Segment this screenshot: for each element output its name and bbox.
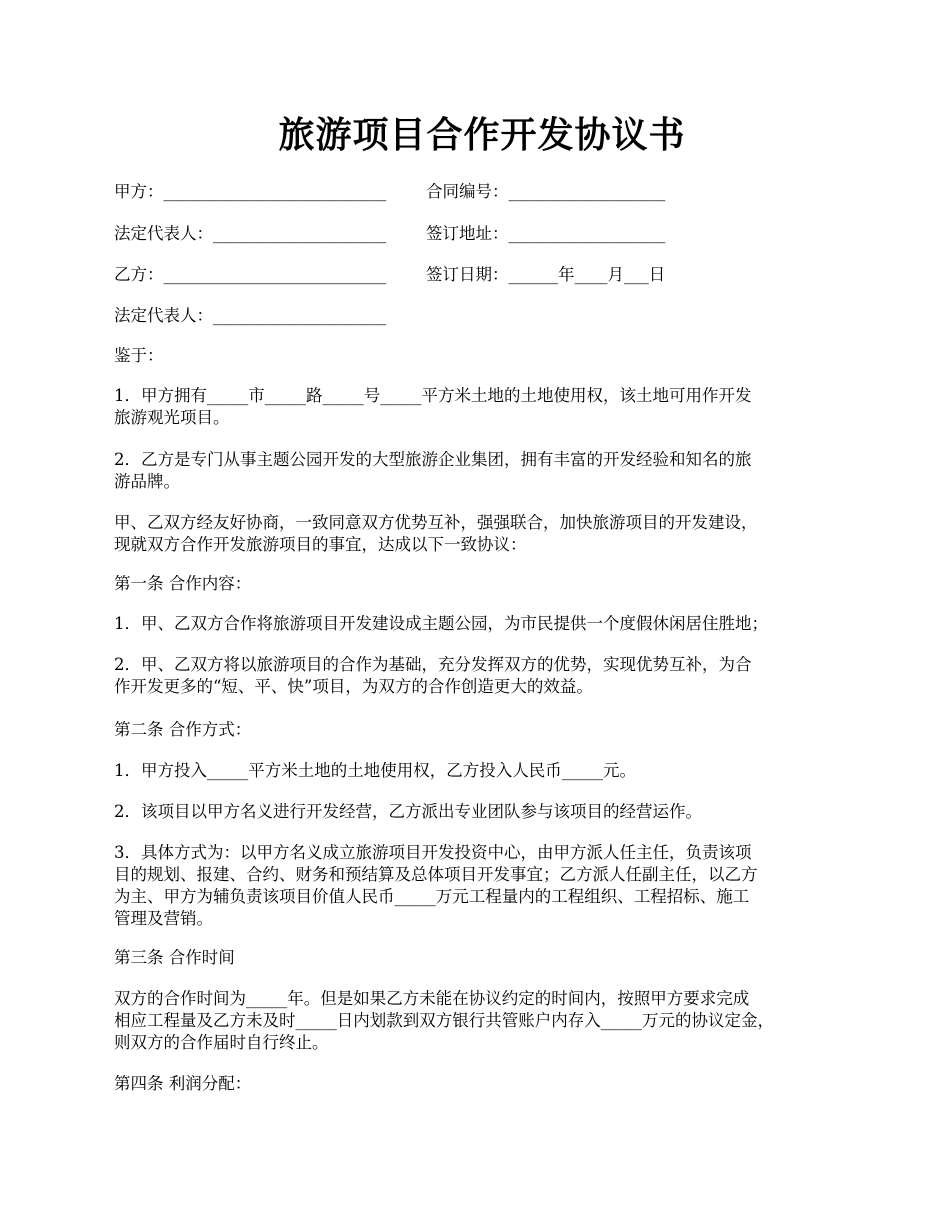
article-2-item-1: 1．甲方投入_____平方米土地的土地使用权，乙方投入人民币_____元。 — [114, 761, 636, 780]
article-3-heading: 第三条 合作时间 — [114, 948, 235, 967]
text-line: 为主、甲方为辅负责该项目价值人民币_____万元工程量内的工程组织、工程招标、施工 — [114, 887, 750, 906]
preamble-item-2 — [114, 449, 850, 493]
text-line: 游品牌。 — [114, 472, 180, 491]
text-line: 2．乙方是专门从事主题公园开发的大型旅游企业集团，拥有丰富的开发经验和知名的旅 — [114, 450, 752, 469]
text-line: 作开发更多的“短、平、快”项目，为双方的合作创造更大的效益。 — [114, 677, 593, 696]
text-line: 则双方的合作届时自行终止。 — [114, 1033, 329, 1052]
party-a-field: 甲方：___________________________ — [114, 182, 387, 201]
preamble-item-1 — [114, 385, 850, 429]
text-line: 管理及营销。 — [114, 909, 213, 928]
article-2-item-2: 2．该项目以甲方名义进行开发经营，乙方派出专业团队参与该项目的经营运作。 — [114, 802, 702, 821]
text-line: 目的规划、报建、合约、财务和预结算及总体项目开发事宜；乙方派人任副主任，以乙方 — [114, 865, 758, 884]
article-3-body — [114, 988, 850, 1054]
text-line: 甲、乙双方经友好协商，一致同意双方优势互补，强强联合，加快旅游项目的开发建设， — [114, 513, 758, 532]
legal-rep-b-field: 法定代表人：_____________________ — [114, 306, 387, 325]
party-b-field: 乙方：___________________________ — [114, 265, 387, 284]
sign-date-field: 签订日期：______年____月___日 — [426, 265, 666, 284]
text-line: 双方的合作时间为_____年。但是如果乙方未能在协议约定的时间内，按照甲方要求完成 — [114, 989, 750, 1008]
article-1-item-2 — [114, 654, 850, 698]
article-4-heading: 第四条 利润分配： — [114, 1074, 252, 1093]
article-2-heading: 第二条 合作方式： — [114, 720, 252, 739]
text-line: 3．具体方式为：以甲方名义成立旅游项目开发投资中心，由甲方派人任主任，负责该项 — [114, 843, 752, 862]
sign-address-field: 签订地址：___________________ — [426, 224, 666, 243]
legal-rep-a-field: 法定代表人：_____________________ — [114, 224, 387, 243]
document-title: 旅游项目合作开发协议书 — [278, 114, 686, 156]
text-line: 旅游观光项目。 — [114, 408, 230, 427]
contract-number-field: 合同编号：___________________ — [426, 182, 666, 201]
text-line: 1．甲方拥有_____市_____路_____号_____平方米土地的土地使用权，该土地可用作开发 — [114, 386, 752, 405]
text-line: 现就双方合作开发旅游项目的事宜，达成以下一致协议： — [114, 535, 527, 554]
article-1-heading: 第一条 合作内容： — [114, 574, 252, 593]
text-line: 相应工程量及乙方未及时_____日内划款到双方银行共管账户内存入_____万元的协议定金， — [114, 1011, 774, 1030]
preamble-heading: 鉴于： — [114, 346, 164, 365]
agreement-paragraph — [114, 512, 850, 556]
article-1-item-1: 1．甲、乙双方合作将旅游项目开发建设成主题公园，为市民提供一个度假休闲居住胜地； — [114, 614, 768, 633]
text-line: 2．甲、乙双方将以旅游项目的合作为基础，充分发挥双方的优势，实现优势互补，为合 — [114, 655, 752, 674]
article-2-item-3 — [114, 842, 850, 930]
